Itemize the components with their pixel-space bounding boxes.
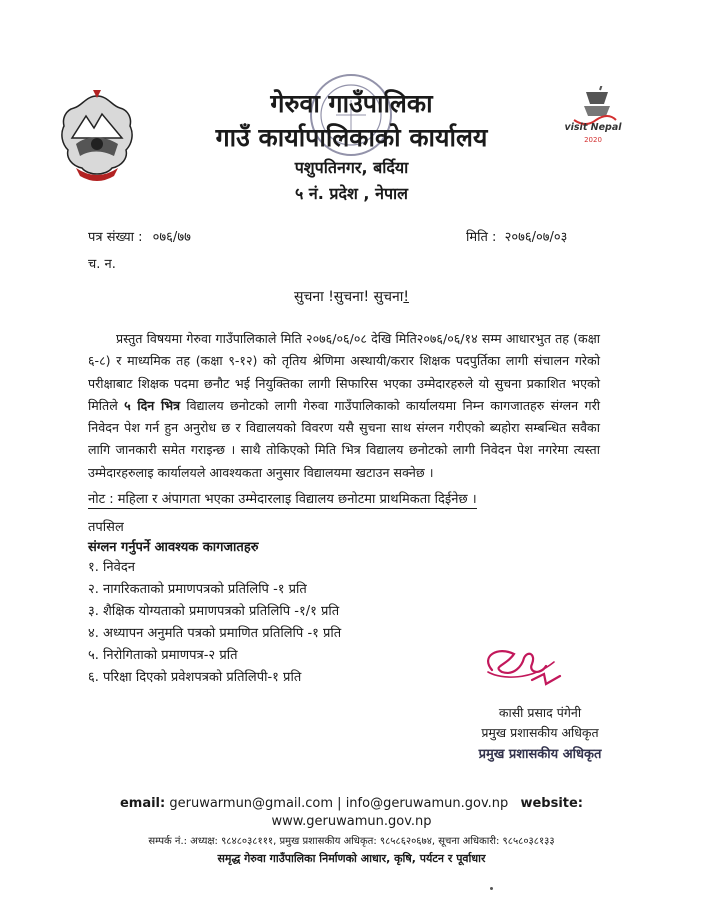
handwritten-signature-icon [462,636,592,694]
letterhead-municipality: गेरुवा गाउँपालिका [270,89,433,118]
attachments-list [88,557,341,689]
list-item: ४. अध्यापन अनुमति पत्रको प्रमाणित प्रतिलिपि -१ प्रति [88,626,342,641]
list-item: ३. शैक्षिक योग्यताको प्रमाणपत्रको प्रतिलिपि -१/१ प्रति [88,604,340,619]
visit-nepal-year: 2020 [584,136,602,144]
list-item: १. निवेदन [88,560,135,575]
list-item: ५. निरोगिताको प्रमाणपत्र-२ प्रति [88,648,238,663]
reference-value: ०७६/७७ [152,230,191,245]
visit-nepal-logo-icon [556,86,630,156]
signatory-title: प्रमुख प्रशासकीय अधिकृत [481,725,599,740]
dispatch-number: च. न. [88,257,116,272]
signatory-name: कासी प्रसाद पंगेनी [498,705,582,720]
list-item: ६. परिक्षा दिएको प्रवेशपत्रको प्रतिलिपी-१ प्रति [88,670,302,685]
email-label: email: [119,796,166,811]
footer-contact-line [0,796,703,811]
notice-body-part1: प्रस्तुत विषयमा गेरुवा गाउँपालिकाले मिति २०७६/०६/०८ देखि मिति२०७६/०६/१४ सम्म आधारभुत तह (कक्षा ६-८) र माध्यमिक तह (कक्षा ९-१२) को तृतिय श्रेणिमा अस्थायी/करार शिक्षक पदपुर्तिका लागी संचालन गरेको परीक्षाबाट शिक्षक पदमा छनौट भई नियुक्तिका लागी सिफारिस भएका उम्मेदारहरुले यो सुचना प्रकाशित भएको मितिले [88,331,600,413]
phone-contacts: सम्पर्क नं.: अध्यक्ष: ९८४८०३८१११, प्रमुख प्रशासकीय अधिकृत: ९८५८६२०६७४, सूचना अधिकारी: ९८५८०३८१३३ [148,836,555,847]
signatory-block [450,703,630,743]
reference-number [88,227,191,245]
date-value: २०७६/०७/०३ [504,230,568,245]
website-label: website: [520,796,584,811]
letterhead-office: गाउँ कार्यापालिकाको कार्यालय [215,123,488,152]
letter-date [466,227,567,245]
email-addresses: geruwarmun@gmail.com | info@geruwamun.gov.np [169,796,509,811]
notice-body [88,328,600,484]
attachments-heading [88,518,259,558]
date-label: मिति : [466,230,497,245]
notice-deadline: ५ दिन भित्र [124,397,181,413]
website-url: www.geruwamun.gov.np [271,814,432,829]
priority-note: नोट : महिला र अंपागता भएका उम्मेदारलाइ विद्यालय छनोटमा प्राथमिकता दिईनेछ । [88,489,477,509]
subject-text: सुचना !सुचना! सुचना [294,289,404,305]
letterhead-address: पशुपतिनगर, बर्दिया [294,158,409,177]
stray-mark [490,887,493,890]
subject-line [0,287,703,306]
signatory-seal: प्रमुख प्रशासकीय अधिकृत [478,747,602,762]
list-item: २. नागरिकताको प्रमाणपत्रको प्रतिलिपि -१ प्रति [88,582,307,597]
attachments-title: संग्लन गर्नुपर्ने आवश्यक कागजातहरु [88,540,259,555]
attachments-label: तपसिल [88,520,124,535]
notice-body-part2: विद्यालय छनोटको लागी गेरुवा गाउँपालिकाको कार्यालयमा निम्न कागजातहरु संग्लन गरी निवेदन पेश गर्न हुन अनुरोध छ र विद्यालयको विवरण यसै सुचना साथ संग्लन गरीएको ब्यहोरा सम्बन्धित सवैका लागि जानकारी समेत गराइन्छ । साथै तोकिएको मिति भित्र विद्यालय छनोटको लागी निवेदन पेश नगरेमा त्यस्ता उम्मेदारहरुलाइ कार्यालयले आवश्यकता अनुसार विद्यालयमा खटाउन सक्नेछ । [88,397,600,480]
letterhead-province: ५ नं. प्रदेश , नेपाल [294,184,409,203]
footer-slogan: समृद्ध गेरुवा गाउँपालिका निर्माणको आधार, कृषि, पर्यटन र पूर्वाधार [217,852,486,865]
subject-underline: ! [403,289,409,305]
reference-label: पत्र संख्या : [88,230,143,245]
visit-nepal-text: visit Nepal [564,122,622,133]
